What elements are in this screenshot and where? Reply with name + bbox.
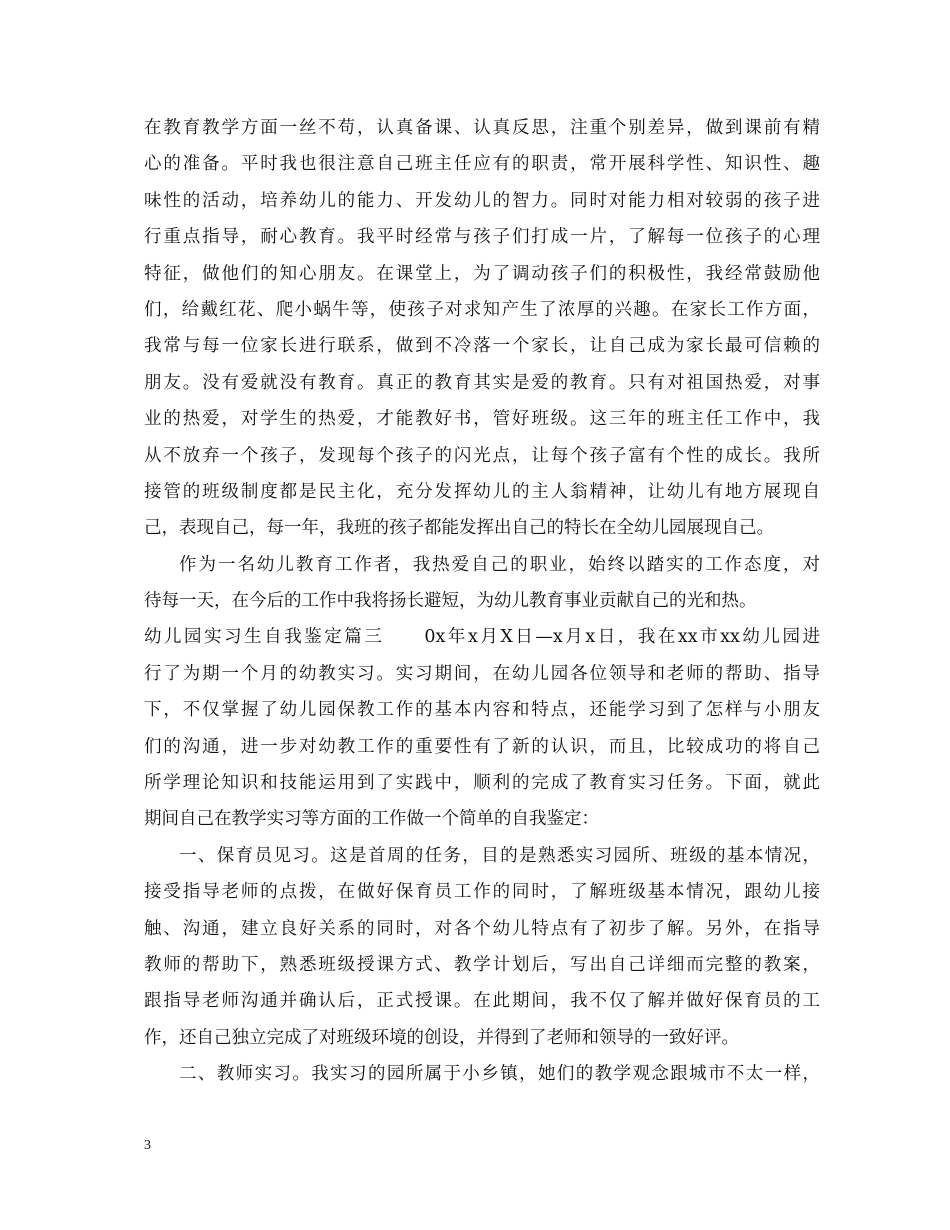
text-line: 们，给戴红花、爬小蜗牛等，使孩子对求知产生了浓厚的兴趣。在家长工作方面， (144, 299, 820, 320)
text-line: 们的沟通，进一步对幼教工作的重要性有了新的认识，而且，比较成功的将自己 (144, 736, 820, 757)
text-line: 业的热爱，对学生的热爱，才能教好书，管好班级。这三年的班主任工作中，我 (144, 409, 820, 430)
text-line: 一、保育员见习。这是首周的任务，目的是熟悉实习园所、班级的基本情况， (179, 845, 820, 866)
section-heading-line: 幼儿园实习生自我鉴定篇三 0x年x月X日—x月x日，我在xx市xx幼儿园进 (144, 627, 820, 648)
text-line: 朋友。没有爱就没有教育。真正的教育其实是爱的教育。只有对祖国热爱，对事 (144, 372, 820, 393)
text-line: 心的准备。平时我也很注意自己班主任应有的职责，常开展科学性、知识性、趣 (144, 154, 820, 175)
text-line: 期间自己在教学实习等方面的工作做一个简单的自我鉴定： (144, 809, 599, 830)
text-line: 跟指导老师沟通并确认后，正式授课。在此期间，我不仅了解并做好保育员的工 (144, 991, 820, 1012)
text-line: 教师的帮助下，熟悉班级授课方式、教学计划后，写出自己详细而完整的教案， (144, 954, 820, 975)
text-line: 作为一名幼儿教育工作者，我热爱自己的职业，始终以踏实的工作态度，对 (179, 554, 820, 575)
text-line: 下，不仅掌握了幼儿园保教工作的基本内容和特点，还能学习到了怎样与小朋友 (144, 700, 820, 721)
text-line: 行了为期一个月的幼教实习。实习期间，在幼儿园各位领导和老师的帮助、指导 (144, 663, 820, 684)
text-line: 从不放弃一个孩子，发现每个孩子的闪光点，让每个孩子富有个性的成长。我所 (144, 445, 820, 466)
text-line: 接管的班级制度都是民主化，充分发挥幼儿的主人翁精神，让幼儿有地方展现自 (144, 481, 820, 502)
text-line: 特征，做他们的知心朋友。在课堂上，为了调动孩子们的积极性，我经常鼓励他 (144, 263, 820, 284)
text-line: 己，表现自己，每一年，我班的孩子都能发挥出自己的特长在全幼儿园展现自己。 (144, 518, 774, 539)
text-line: 二、教师实习。我实习的园所属于小乡镇，她们的教学观念跟城市不太一样， (179, 1064, 820, 1085)
document-body (144, 110, 820, 1093)
text-line: 接受指导老师的点拨，在做好保育员工作的同时，了解班级基本情况，跟幼儿接 (144, 882, 820, 903)
text-line: 在教育教学方面一丝不苟，认真备课、认真反思，注重个别差异，做到课前有精 (144, 118, 820, 138)
text-line: 作，还自己独立完成了对班级环境的创设，并得到了老师和领导的一致好评。 (144, 1027, 739, 1048)
page-number: 3 (144, 1138, 151, 1153)
text-line: 待每一天，在今后的工作中我将扬长避短，为幼儿教育事业贡献自己的光和热。 (144, 591, 757, 612)
text-line: 我常与每一位家长进行联系，做到不冷落一个家长，让自己成为家长最可信赖的 (144, 336, 820, 357)
text-line: 所学理论知识和技能运用到了实践中，顺利的完成了教育实习任务。下面，就此 (144, 773, 820, 794)
text-line: 触、沟通，建立良好关系的同时，对各个幼儿特点有了初步了解。另外，在指导 (144, 918, 820, 939)
text-line: 行重点指导，耐心教育。我平时经常与孩子们打成一片，了解每一位孩子的心理 (144, 227, 820, 248)
text-line: 味性的活动，培养幼儿的能力、开发幼儿的智力。同时对能力相对较弱的孩子进 (144, 190, 820, 211)
